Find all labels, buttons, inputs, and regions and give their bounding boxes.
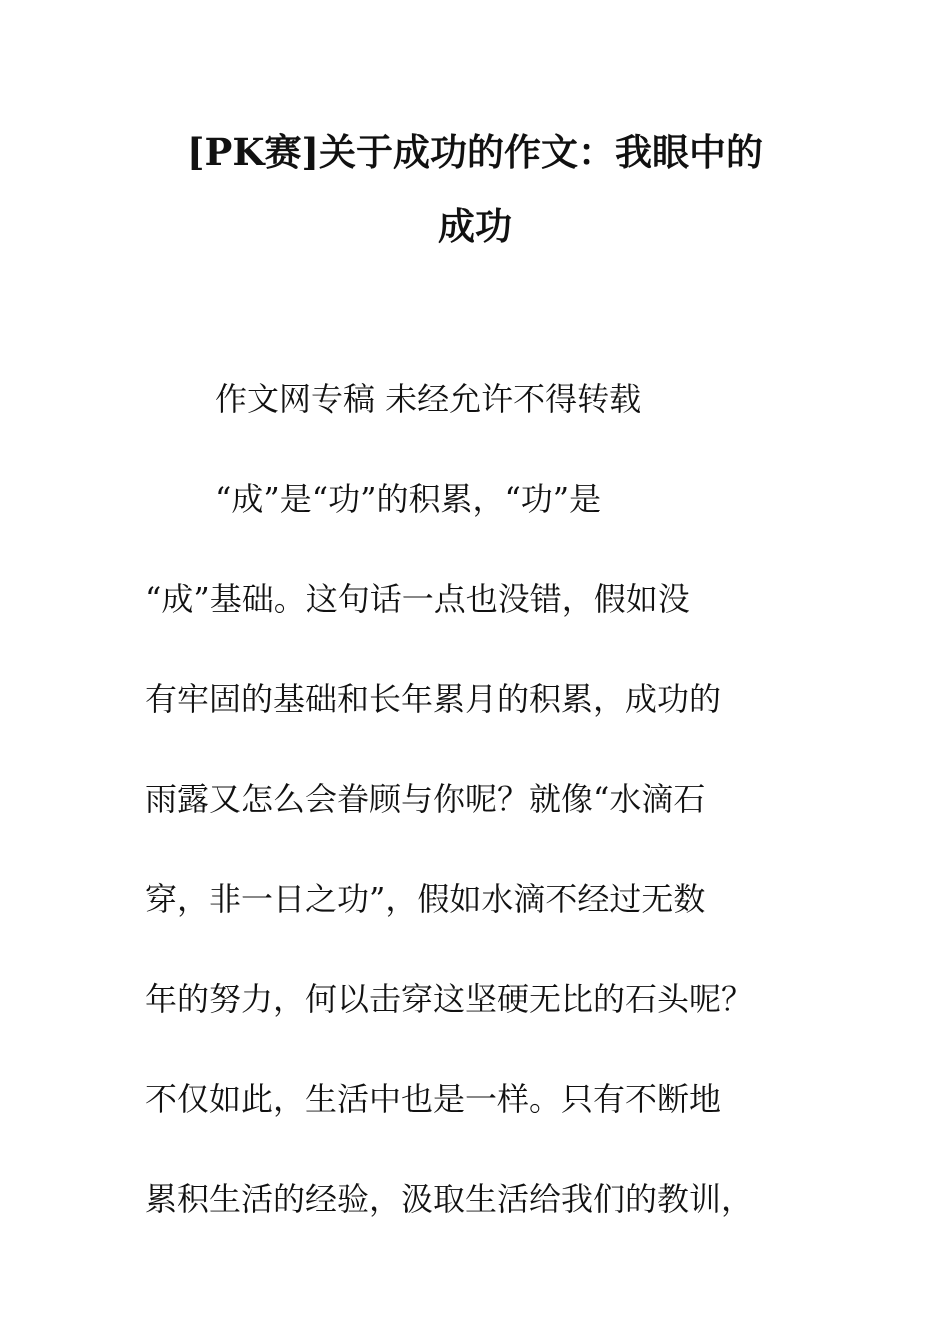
document-title-line-1: [PK赛]关于成功的作文：我眼中的 xyxy=(187,130,763,174)
body-line-1: “成”是“功”的积累，“功”是 xyxy=(215,480,602,518)
body-line-8: 累积生活的经验，汲取生活给我们的教训， xyxy=(145,1180,754,1218)
body-line-6: 年的努力，何以击穿这坚硬无比的石头呢？ xyxy=(145,980,754,1018)
body-line-2: “成”基础。这句话一点也没错，假如没 xyxy=(145,580,690,618)
document-title-line-2: 成功 xyxy=(438,204,512,248)
body-line-5: 穿，非一日之功”，假如水滴不经过无数 xyxy=(145,880,706,918)
copyright-note: 作文网专稿 未经允许不得转载 xyxy=(215,380,642,418)
body-line-7: 不仅如此，生活中也是一样。只有不断地 xyxy=(145,1080,722,1118)
body-line-3: 有牢固的基础和长年累月的积累，成功的 xyxy=(145,680,722,718)
body-line-4: 雨露又怎么会眷顾与你呢？就像“水滴石 xyxy=(145,780,706,818)
